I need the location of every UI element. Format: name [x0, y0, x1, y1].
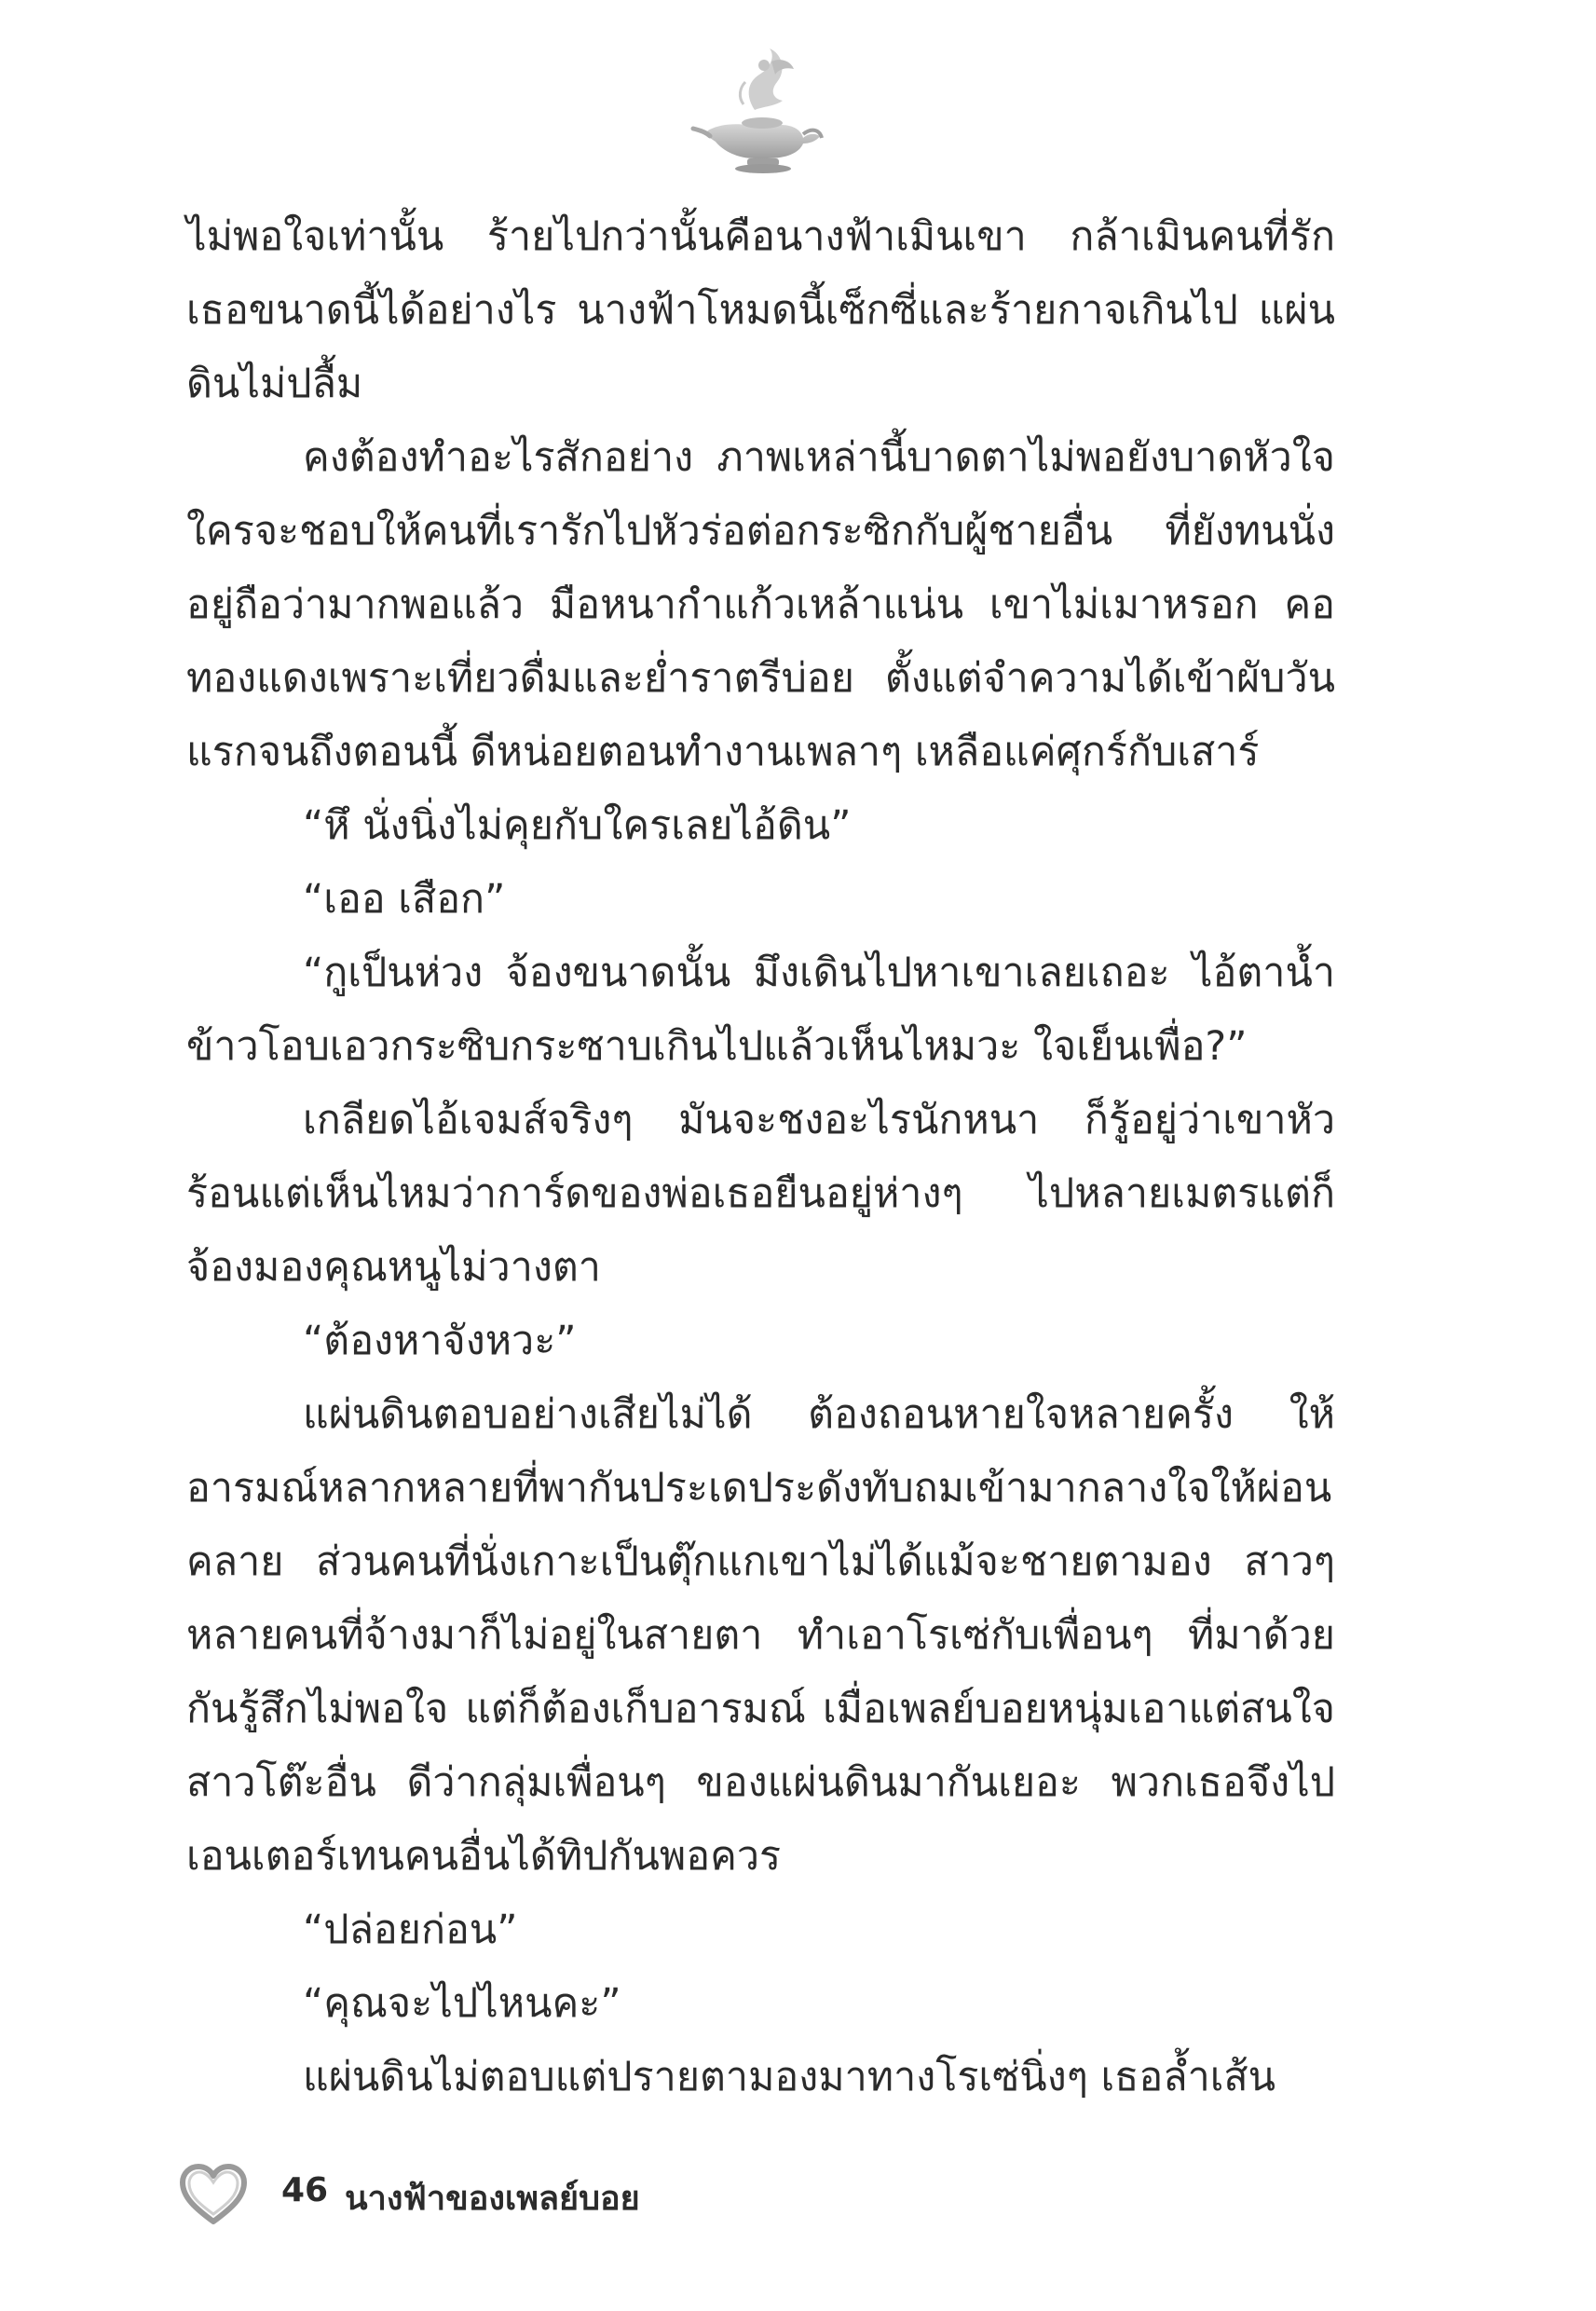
paragraph-8: แผ่นดินตอบอย่างเสียไม่ได้ ต้องถอนหายใจหลายครั้ง ให้อารมณ์หลากหลายที่พากันประเดประดังทับถมเข้ามากลางใจให้ผ่อนคลาย ส่วนคนที่นั่งเกาะเป็นตุ๊กแกเขาไม่ได้แม้จะชายตามอง สาวๆ หลายคนที่จ้างมาก็ไม่อยู่ในสายตา ทำเอาโรเซ่กับเพื่อนๆ ที่มาด้วยกันรู้สึกไม่พอใจ แต่ก็ต้องเก็บอารมณ์ เมื่อเพลย์บอยหนุ่มเอาแต่สนใจสาวโต๊ะอื่น ดีว่ากลุ่มเพื่อนๆ ของแผ่นดินมากันเยอะ พวกเธอจึงไปเอนเตอร์เทนคนอื่นได้ทิปกันพอควร [186, 1391, 1335, 1880]
paragraph-10: “คุณจะไปไหนคะ” [303, 1980, 621, 2027]
page-number: 46 [281, 2171, 329, 2209]
paragraph-7: “ต้องหาจังหวะ” [303, 1318, 577, 1364]
paragraph-2: คงต้องทำอะไรสักอย่าง ภาพเหล่านี้บาดตาไม่พอยังบาดหัวใจ ใครจะชอบให้คนที่เรารักไปหัวร่อต่อกระซิกกับผู้ชายอื่น ที่ยังทนนั่งอยู่ถือว่ามากพอแล้ว มือหนากำแก้วเหล้าแน่น เขาไม่เมาหรอก คอทองแดงเพราะเที่ยวดื่มและย่ำราตรีบ่อย ตั้งแต่จำความได้เข้าผับวันแรกจนถึงตอนนี้ ดีหน่อยตอนทำงานเพลาๆ เหลือแค่ศุกร์กับเสาร์ [186, 434, 1335, 775]
paragraph-5: “กูเป็นห่วง จ้องขนาดนั้น มึงเดินไปหาเขาเลยเถอะ ไอ้ตาน้ำข้าวโอบเอวกระซิบกระซาบเกินไปแล้วเห็นไหมวะ ใจเย็นเพื่อ?” [186, 950, 1335, 1070]
genie-lamp-icon [689, 45, 829, 175]
page-footer [177, 2160, 922, 2235]
paragraph-1: ไม่พอใจเท่านั้น ร้ายไปกว่านั้นคือนางฟ้าเมินเขา กล้าเมินคนที่รักเธอขนาดนี้ได้อย่างไร นางฟ้าโหมดนี้เซ็กซี่และร้ายกาจเกินไป แผ่นดินไม่ปลื้ม [186, 213, 1335, 407]
body-text [186, 200, 1335, 2114]
paragraph-6: เกลียดไอ้เจมส์จริงๆ มันจะชงอะไรนักหนา ก็รู้อยู่ว่าเขาหัวร้อนแต่เห็นไหมว่าการ์ดของพ่อเธอยืนอยู่ห่างๆ ไปหลายเมตรแต่ก็จ้องมองคุณหนูไม่วางตา [186, 1097, 1335, 1291]
paragraph-11: แผ่นดินไม่ตอบแต่ปรายตามองมาทางโรเซ่นิ่งๆ เธอล้ำเส้น [303, 2054, 1276, 2100]
paragraph-3: “หึ นั่งนิ่งไม่คุยกับใครเลยไอ้ดิน” [303, 802, 852, 849]
paragraph-9: “ปล่อยก่อน” [303, 1907, 518, 1953]
paragraph-4: “เออ เสือก” [303, 876, 506, 923]
book-title: นางฟ้าของเพลย์บอย [345, 2180, 640, 2218]
heart-icon [177, 2162, 250, 2225]
